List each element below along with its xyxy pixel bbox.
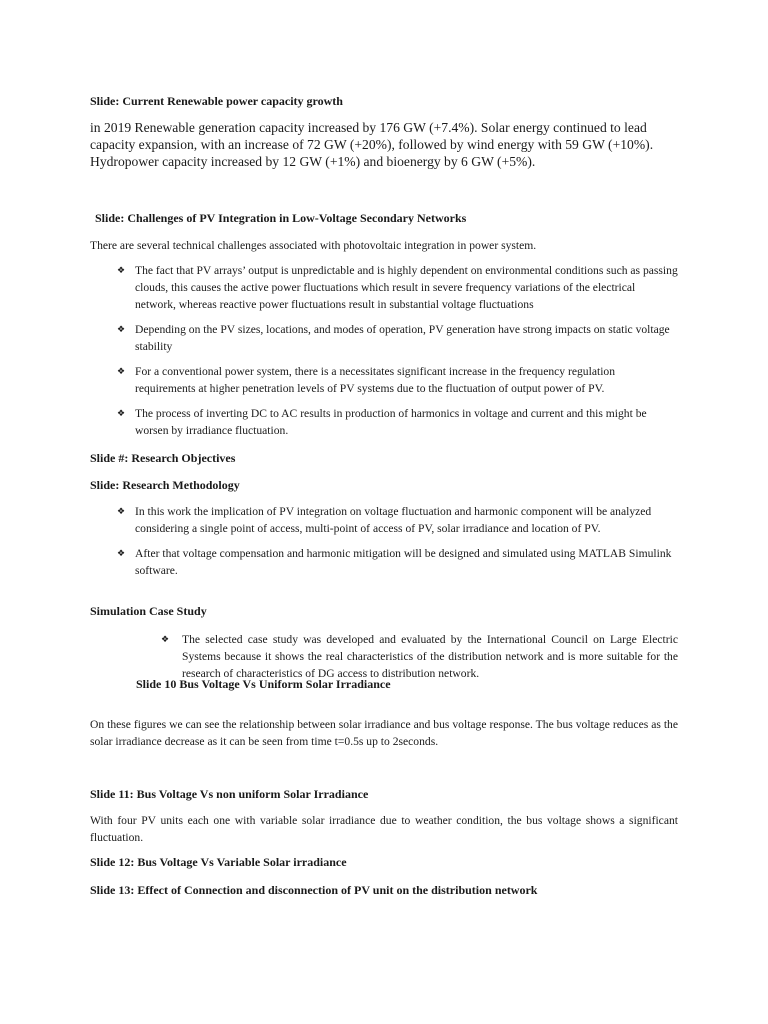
diamond-bullet-icon: ❖	[117, 265, 126, 275]
list-item: ❖ Depending on the PV sizes, locations, and modes of operation, PV generation have strong impacts on static voltage stability	[117, 323, 670, 353]
diamond-bullet-icon: ❖	[117, 324, 126, 334]
challenges-list	[90, 262, 678, 439]
diamond-bullet-icon: ❖	[117, 408, 126, 418]
methodology-heading: Slide: Research Methodology	[90, 478, 240, 492]
diamond-bullet-icon: ❖	[161, 634, 170, 644]
slide10-heading: Slide 10 Bus Voltage Vs Uniform Solar Irradiance	[136, 677, 391, 691]
diamond-bullet-icon: ❖	[117, 506, 126, 516]
list-item: ❖ The process of inverting DC to AC results in production of harmonics in voltage and current and this might be worsen by irradiance fluctuation.	[117, 407, 647, 437]
diamond-bullet-icon: ❖	[117, 366, 126, 376]
case-study-list	[90, 631, 678, 682]
slide13-heading: Slide 13: Effect of Connection and disconnection of PV unit on the distribution network	[90, 883, 538, 897]
challenges-section	[90, 211, 678, 439]
list-item: ❖ After that voltage compensation and harmonic mitigation will be designed and simulated using MATLAB Simulink software.	[117, 547, 672, 577]
list-item: ❖ In this work the implication of PV integration on voltage fluctuation and harmonic component will be analyzed considering a single point of access, multi-point of access of PV, solar irradiance and location of PV.	[117, 505, 652, 535]
slide12-heading: Slide 12: Bus Voltage Vs Variable Solar irradiance	[90, 855, 347, 869]
list-item: ❖ For a conventional power system, there is a necessitates significant increase in the frequency regulation requirements at higher penetration levels of PV systems due to the fluctuation of output power of PV.	[117, 365, 616, 395]
slide10-heading-wrap	[90, 677, 678, 692]
challenges-heading: Slide: Challenges of PV Integration in Low-Voltage Secondary Networks	[95, 211, 467, 225]
slide1-heading: Slide: Current Renewable power capacity growth	[90, 94, 343, 108]
objectives-section	[90, 451, 678, 466]
objectives-heading: Slide #: Research Objectives	[90, 451, 236, 465]
slide10-paragraph: On these figures we can see the relationship between solar irradiance and bus voltage response. The bus voltage reduces as the solar irradiance decrease as it can be seen from time t=0.5s up to 2seconds.	[90, 718, 678, 748]
slide11-heading: Slide 11: Bus Voltage Vs non uniform Solar Irradiance	[90, 787, 369, 801]
list-item: ❖ The fact that PV arrays’ output is unpredictable and is highly dependent on environmental conditions such as passing clouds, this causes the active power fluctuations which result in severe frequency variations of the electrical network, whereas reactive power fluctuations result in substantial voltage fluctuations	[117, 264, 678, 311]
methodology-section	[90, 478, 678, 579]
slide1-paragraph: in 2019 Renewable generation capacity increased by 176 GW (+7.4%). Solar energy continued to lead capacity expansion, with an increase of 72 GW (+20%), followed by wind energy with 59 GW (+10%). Hydropower capacity increased by 12 GW (+1%) and bioenergy by 6 GW (+5%).	[90, 120, 654, 169]
slide11-paragraph: With four PV units each one with variable solar irradiance due to weather condition, the bus voltage shows a significant fluctuation.	[90, 814, 678, 844]
case-study-heading: Simulation Case Study	[90, 604, 207, 618]
slide1-section	[90, 94, 678, 170]
challenges-intro: There are several technical challenges associated with photovoltaic integration in power system.	[90, 239, 537, 252]
slide10-section	[90, 716, 678, 750]
case-study-section	[90, 604, 678, 682]
slide13-section	[90, 883, 678, 898]
slide12-section	[90, 855, 678, 870]
list-item: ❖ The selected case study was developed and evaluated by the International Council on Large Electric Systems because it shows the real characteristics of the distribution network and is more suitable for the research of characteristics of DG access to distribution network.	[161, 633, 678, 680]
diamond-bullet-icon: ❖	[117, 548, 126, 558]
methodology-list	[90, 503, 678, 579]
slide11-section	[90, 787, 678, 846]
